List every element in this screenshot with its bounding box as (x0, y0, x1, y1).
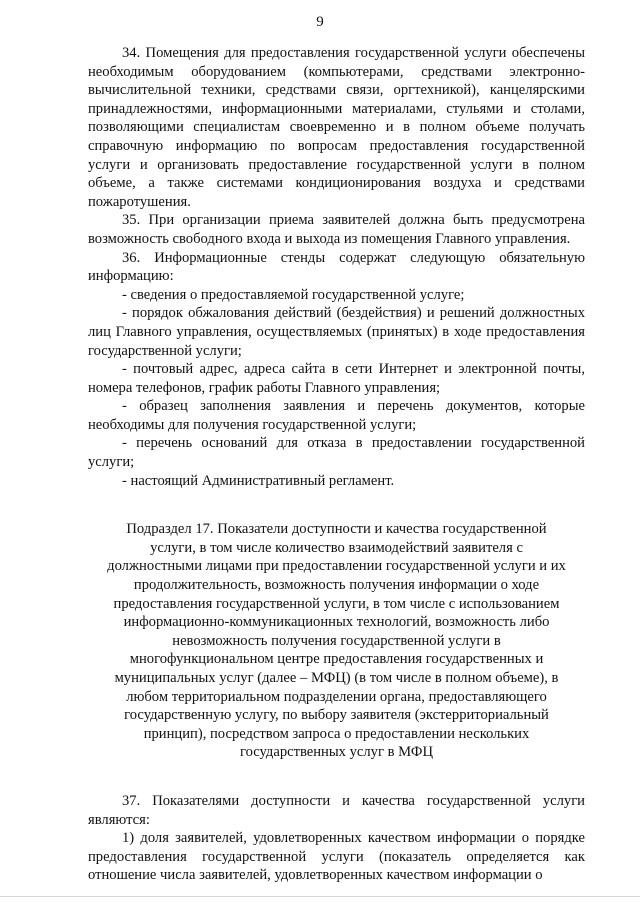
document-body (88, 44, 585, 885)
list-item: - образец заполнения заявления и перечень документов, которые необходимы для получения государственной услуги; (88, 398, 585, 433)
paragraph-34: 34. Помещения для предоставления государственной услуги обеспечены необходимым оборудованием (компьютерами, средствами электронно-вычислительной техники, средствами связи, оргтехникой), канцелярскими принадлежностями, информационными материалами, стульями и столами, позволяющими специалистам своевременно и в полном объеме получать справочную информацию по вопросам предоставления государственной услуги и организовать предоставление государственной услуги в полном объеме, а также системами кондиционирования воздуха и средствами пожаротушения. (88, 45, 585, 210)
page-number: 9 (316, 14, 324, 30)
list-item: - порядок обжалования действий (бездействия) и решений должностных лиц Главного управления, осуществляемых (принятых) в ходе предоставления государственной услуги; (88, 305, 585, 359)
list-item: - настоящий Административный регламент. (122, 472, 395, 489)
subsection-heading: Подраздел 17. Показатели доступности и качества государственной услуги, в том числе количество взаимодействий заявителя с должностными лицами при предоставлении государственной услуги и их продолжительность, возможность получения информации о ходе предоставления государственной услуги, в том числе с использованием информационно-коммуникационных технологий, возможность либо невозможность получения государственной услуги в многофункциональном центре предоставления государственных и муниципальных услуг (далее – МФЦ) (в том числе в полном объеме), в любом территориальном подразделении органа, предоставляющего государственную услугу, по выбору заявителя (экстерриториальный принцип), посредством запроса о предоставлении нескольких государственных услуг в МФЦ (107, 521, 566, 761)
list-item: - почтовый адрес, адреса сайта в сети Интернет и электронной почты, номера телефонов, график работы Главного управления; (88, 361, 585, 396)
paragraph-35: 35. При организации приема заявителей должна быть предусмотрена возможность свободного входа и выхода из помещения Главного управления. (88, 212, 585, 247)
list-item: - сведения о предоставляемой государственной услуге; (122, 286, 465, 303)
list-item: - перечень оснований для отказа в предоставлении государственной услуги; (88, 435, 585, 471)
page-bottom-edge (0, 896, 640, 897)
paragraph-37: 37. Показателями доступности и качества государственной услуги являются: (88, 792, 585, 828)
paragraph-36: 36. Информационные стенды содержат следующую обязательную информацию: (88, 249, 585, 285)
list-item: 1) доля заявителей, удовлетворенных качеством информации о порядке предоставления государственной услуги (показатель определяется как отношение числа заявителей, удовлетворенных качеством информации о (88, 830, 585, 884)
